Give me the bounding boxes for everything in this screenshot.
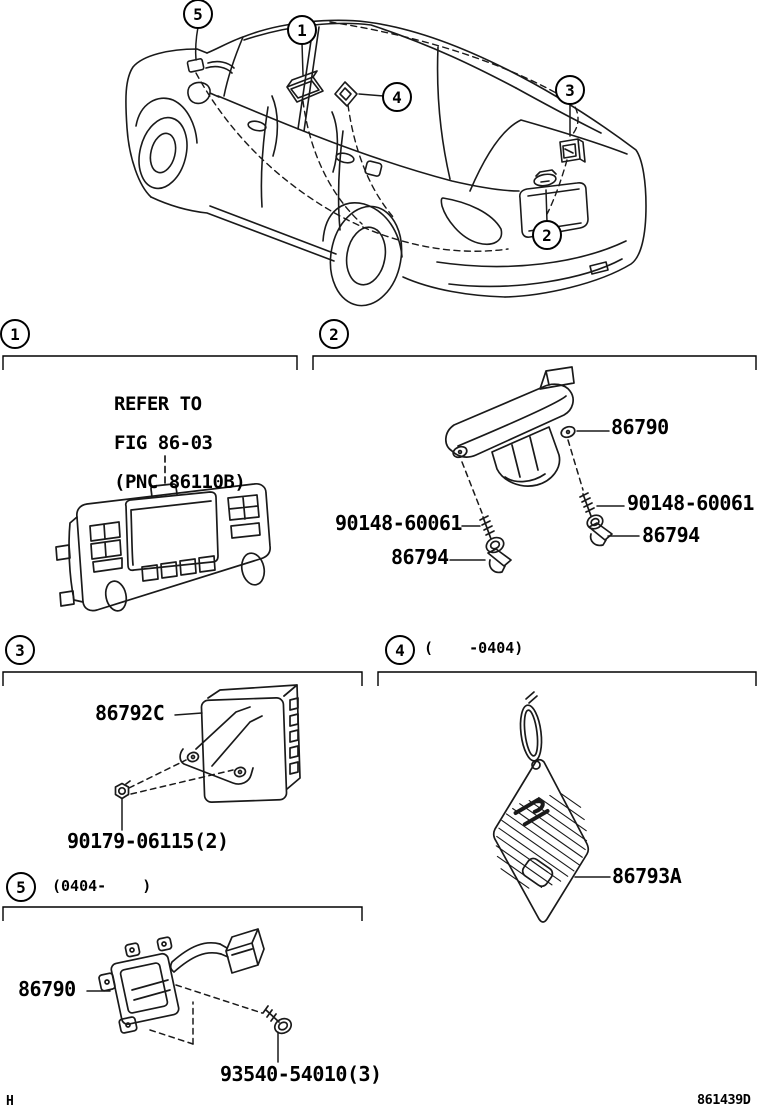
part-label-screw-right: 90148-60061: [627, 491, 754, 515]
car-callout-4: [382, 82, 412, 112]
part-label-tag-86793a: 86793A: [612, 864, 682, 888]
section-2-number: 2: [329, 324, 339, 344]
part-label-screw-left: 90148-60061: [335, 511, 462, 535]
refer-note-line1: REFER TO: [114, 393, 202, 415]
car-callout-1: [287, 15, 317, 45]
part-label-grommet-right: 86794: [642, 523, 700, 547]
refer-note-line2: FIG 86-03: [114, 432, 213, 454]
footer-page-mark: H: [6, 1094, 14, 1109]
car-callout-5-number: 5: [193, 4, 203, 24]
car-callout-3: [555, 75, 585, 105]
camera-late-drawing: [87, 929, 294, 1062]
part-label-screw-93540: 93540-54010(3): [220, 1062, 382, 1086]
section-1-header-callout: [0, 319, 30, 349]
part-label-camera-late-86790: 86790: [18, 977, 76, 1001]
section-3-header-callout: [5, 635, 35, 665]
refer-note-line3: (PNC 86110B): [114, 471, 246, 493]
section-1-number: 1: [10, 324, 20, 344]
section-5-applicability: (0404- ): [52, 877, 152, 895]
part-label-grommet-left: 86794: [391, 545, 449, 569]
section-5-header-callout: [6, 872, 36, 902]
section-2-header-callout: [319, 319, 349, 349]
part-label-camera-86790: 86790: [611, 415, 669, 439]
rear-camera-drawing: [446, 367, 639, 572]
section-3-number: 3: [15, 640, 25, 660]
section-5-number: 5: [16, 877, 26, 897]
car-callout-2-number: 2: [542, 225, 552, 245]
car-callout-3-number: 3: [565, 80, 575, 100]
car-callout-2: [532, 220, 562, 250]
section-4-applicability: ( -0404): [424, 639, 524, 657]
figure-number: 861439D: [697, 1092, 751, 1108]
part-label-amplifier-86792c: 86792C: [95, 701, 165, 725]
section-4-number: 4: [395, 640, 405, 660]
car-drawing: [126, 20, 646, 311]
car-callout-1-number: 1: [297, 20, 307, 40]
part-label-nut-90179: 90179-06115(2): [67, 829, 229, 853]
refer-note: [114, 395, 245, 493]
car-callout-5: [183, 0, 213, 29]
caution-tag-drawing: [479, 692, 610, 922]
car-callout-4-number: 4: [392, 87, 402, 107]
section-4-header-callout: [385, 635, 415, 665]
